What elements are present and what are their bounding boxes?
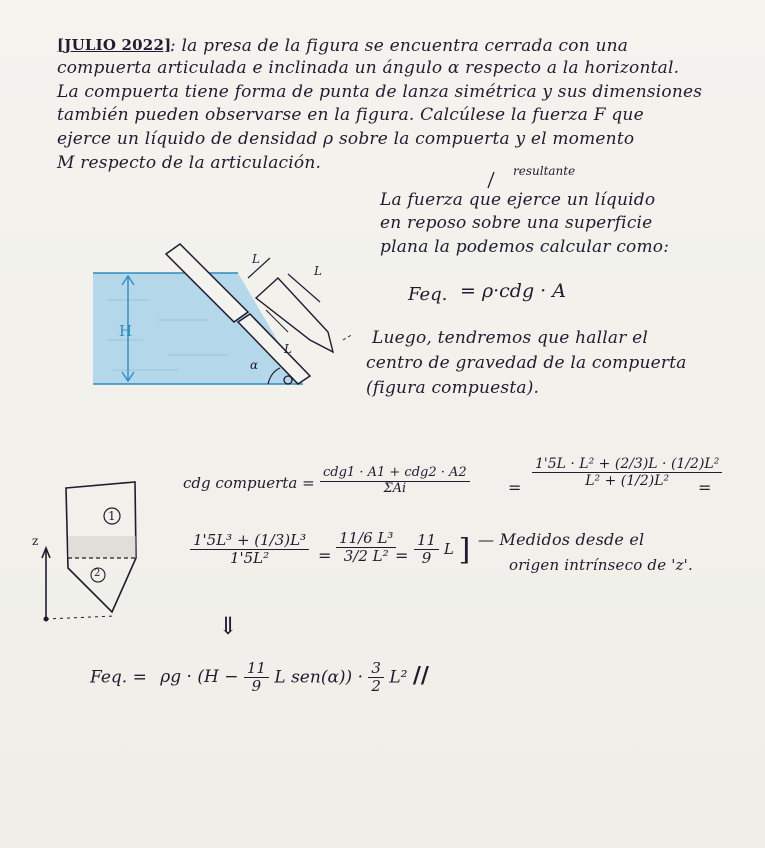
problem-line-5: ejerce un líquido de densidad ρ sobre la compuerta y el momento <box>57 129 635 149</box>
cdg-lhs: cdg compuerta = <box>183 474 315 492</box>
cdg-frac3 <box>190 532 309 568</box>
cdg-frac4-den: 3/2 L² <box>343 547 389 566</box>
cdg-frac5-num: 11 <box>414 532 439 550</box>
cdg-frac2-den: L² + (1/2)L² <box>585 473 670 490</box>
cdg-frac4-num: 11/6 L³ <box>336 530 396 548</box>
cdg-eq3: = <box>395 546 409 565</box>
cdg-eq2: = <box>318 546 332 565</box>
cdg-frac5: $\frac{11}{9}$ L ] <box>414 532 470 568</box>
cdg-frac4 <box>336 530 396 566</box>
dim-left-label: L <box>252 252 260 266</box>
annotation-arrow <box>480 170 500 190</box>
annotation-resultante: resultante <box>513 164 576 178</box>
problem-line-4: también pueden observarse en la figura. Calcúlese la fuerza F que <box>57 105 644 125</box>
cdg-frac1-num: cdg1 · A1 + cdg2 · A2 <box>320 466 470 482</box>
angle-label: α <box>250 358 259 372</box>
final-frac2-den: 2 <box>371 677 381 696</box>
final-lhs: Feq. = <box>90 667 147 688</box>
force-formula-lhs: Feq. <box>408 284 448 305</box>
inner-dim-label: L <box>284 342 292 356</box>
problem-line-6: M respecto de la articulación. <box>57 153 322 173</box>
problem-title: [JULIO 2022] <box>57 36 172 54</box>
final-formula: Feq. = ρg · (H − $\frac{11}{9}$ L sen(α)) · $\frac{3}{2}$ L² // <box>90 659 429 696</box>
cdg-frac3-num: 1'5L³ + (1/3)L³ <box>190 532 309 550</box>
implies-arrow: ⇓ <box>218 612 239 640</box>
explanation-line-3: plana la podemos calcular como: <box>380 237 670 257</box>
cdg-frac1 <box>320 466 470 497</box>
final-frac-num: 11 <box>244 660 269 678</box>
dam-figure <box>88 240 368 390</box>
then-line-1: Luego, tendremos que hallar el <box>372 328 649 348</box>
cdg-frac3-den: 1'5L² <box>229 549 270 568</box>
cdg-eq-end: = <box>698 478 712 497</box>
cdg-frac5-den: 9 <box>421 549 432 568</box>
force-formula-rhs: = ρ·cdg · A <box>460 280 566 302</box>
dim-right-label: L <box>314 264 322 278</box>
problem-line-2: compuerta articulada e inclinada un ángulo α respecto a la horizontal. <box>57 58 680 78</box>
cdg-note-1: — Medidos desde el <box>478 530 645 549</box>
part-2-label: 2 <box>94 568 101 579</box>
cdg-frac1-den: ΣAi <box>383 480 407 496</box>
depth-label: H <box>119 322 133 340</box>
gate-composite-figure <box>40 478 140 628</box>
final-body2: L sen(α)) · <box>274 667 364 688</box>
final-body: ρg · (H − <box>160 667 239 688</box>
cdg-frac2 <box>532 456 722 489</box>
then-line-3: (figura compuesta). <box>366 378 540 398</box>
final-frac-den: 9 <box>251 677 262 696</box>
final-tail: L² <box>389 667 408 688</box>
cdg-eq1: = <box>508 478 522 497</box>
cdg-frac5-tail: L <box>443 539 454 558</box>
cdg-note-2: origen intrínseco de 'z'. <box>509 556 693 574</box>
explanation-line-2: en reposo sobre una superficie <box>380 213 653 233</box>
then-line-2: centro de gravedad de la compuerta <box>366 353 687 373</box>
z-axis-label: z <box>32 534 39 548</box>
problem-line-3: La compuerta tiene forma de punta de lanza simétrica y sus dimensiones <box>57 82 703 102</box>
final-frac2-num: 3 <box>368 660 384 678</box>
part-1-label: 1 <box>108 509 116 523</box>
explanation-line-1: La fuerza que ejerce un líquido <box>380 190 656 210</box>
cdg-frac2-num: 1'5L · L² + (2/3)L · (1/2)L² <box>532 456 722 473</box>
problem-line-1: : la presa de la figura se encuentra cerrada con una <box>170 36 629 56</box>
